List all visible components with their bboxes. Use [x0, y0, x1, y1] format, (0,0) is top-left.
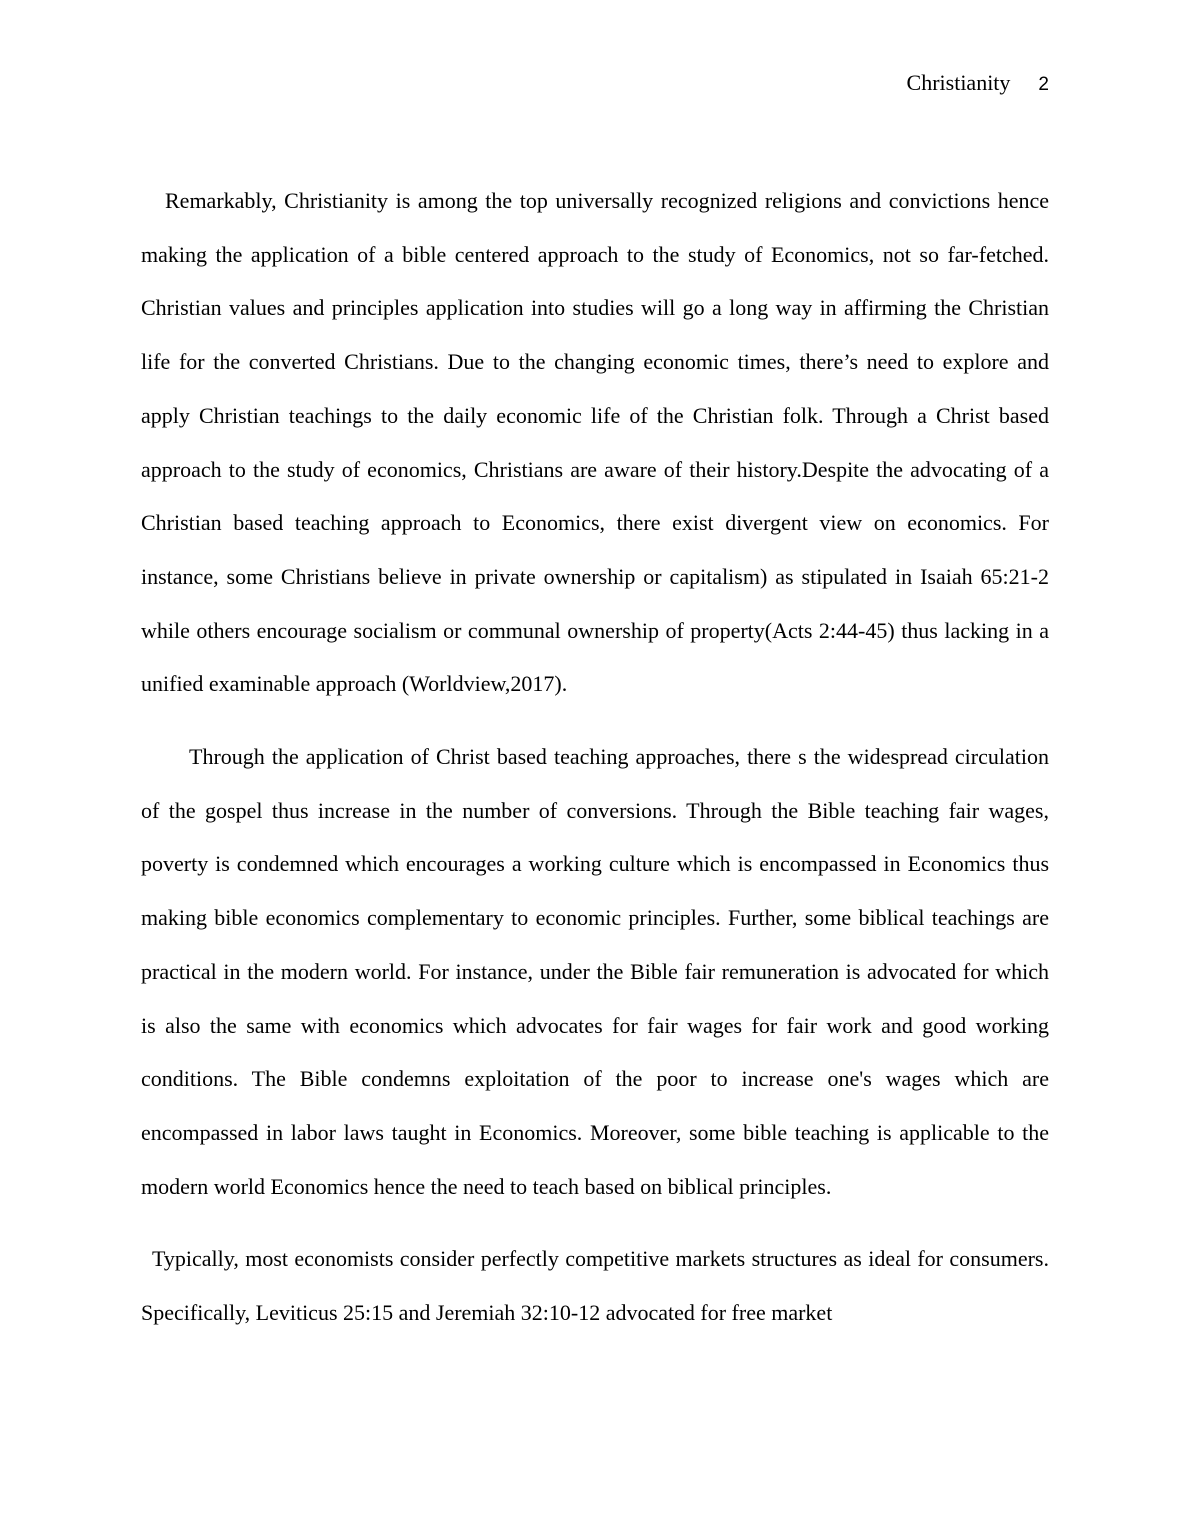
running-header: [907, 70, 1049, 100]
running-head-title: Christianity: [906, 70, 1011, 95]
page-number: 2: [1038, 74, 1049, 95]
paragraph-1: Remarkably, Christianity is among the top universally recognized religions and convictions hence making the application of a bible centered approach to the study of Economics, not so far-fetched. Christian values and principles application into studies will go a long way in affirming the Christian life for the converted Christians. Due to the changing economic times, there’s need to explore and apply Christian teachings to the daily economic life of the Christian folk. Through a Christ based approach to the study of economics, Christians are aware of their history.Despite the advocating of a Christian based teaching approach to Economics, there exist divergent view on economics. For instance, some Christians believe in private ownership or capitalism) as stipulated in Isaiah 65:21-2 while others encourage socialism or communal ownership of property(Acts 2:44-45) thus lacking in a unified examinable approach (Worldview,2017).: [141, 188, 1049, 697]
document-body: [141, 174, 1049, 1340]
paragraph-2: Through the application of Christ based teaching approaches, there s the widespread circulation of the gospel thus increase in the number of conversions. Through the Bible teaching fair wages, poverty is condemned which encourages a working culture which is encompassed in Economics thus making bible economics complementary to economic principles. Further, some biblical teachings are practical in the modern world. For instance, under the Bible fair remuneration is advocated for which is also the same with economics which advocates for fair wages for fair work and good working conditions. The Bible condemns exploitation of the poor to increase one's wages which are encompassed in labor laws taught in Economics. Moreover, some bible teaching is applicable to the modern world Economics hence the need to teach based on biblical principles.: [141, 744, 1049, 1199]
paragraph-3: Typically, most economists consider perfectly competitive markets structures as ideal for consumers. Specifically, Leviticus 25:15 and Jeremiah 32:10-12 advocated for free market: [141, 1246, 1049, 1326]
